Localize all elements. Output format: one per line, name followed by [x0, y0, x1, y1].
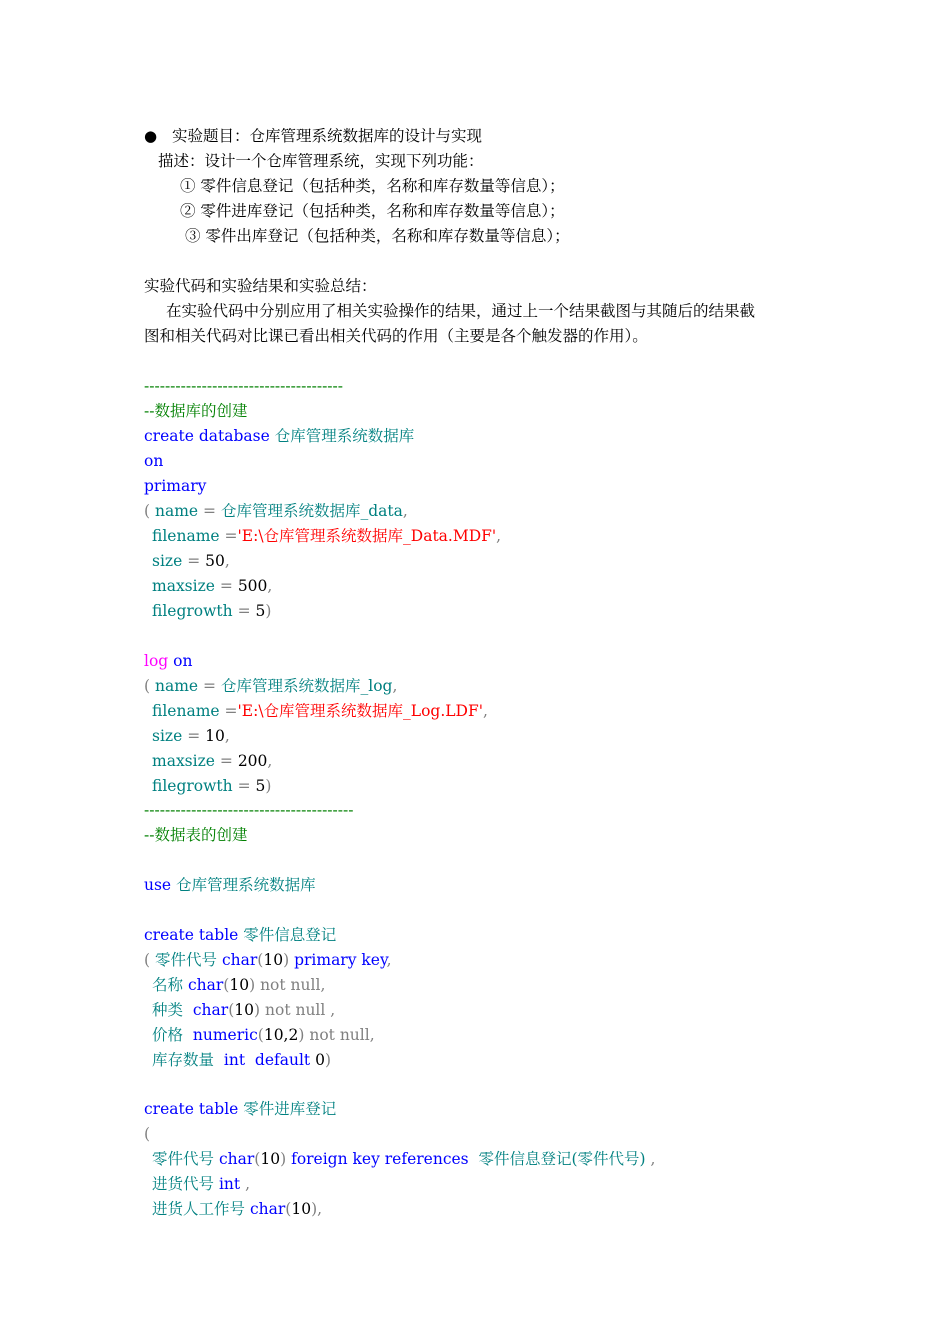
description: 描述：设计一个仓库管理系统，实现下列功能： — [158, 152, 484, 170]
code-separator: -------------------------------------- — [144, 377, 344, 395]
code-line: 价格 numeric(10,2) not null, — [152, 1026, 375, 1044]
code-line: 名称 char(10) not null, — [152, 976, 326, 994]
code-comment: --数据库的创建 — [144, 402, 248, 420]
code-line: size = 50, — [152, 552, 230, 570]
code-line: filegrowth = 5) — [152, 602, 272, 620]
code-line: 进货人工作号 char(10), — [152, 1200, 323, 1218]
code-line: ( name = 仓库管理系统数据库_log, — [144, 677, 398, 695]
code-line: maxsize = 200, — [152, 752, 273, 770]
summary-heading: 实验代码和实验结果和实验总结： — [144, 277, 377, 295]
code-line: 进货代号 int , — [152, 1175, 250, 1193]
code-separator: ---------------------------------------- — [144, 801, 354, 819]
experiment-title: 实验题目：仓库管理系统数据库的设计与实现 — [172, 127, 483, 145]
feature-item-3: ③ 零件出库登记（包括种类，名称和库存数量等信息）； — [185, 227, 570, 245]
code-line: primary — [144, 477, 207, 495]
code-line: 库存数量 int default 0) — [152, 1051, 332, 1069]
code-line: filename ='E:\仓库管理系统数据库_Log.LDF', — [152, 702, 488, 720]
code-line: filename ='E:\仓库管理系统数据库_Data.MDF', — [152, 527, 502, 545]
code-line: 种类 char(10) not null , — [152, 1001, 336, 1019]
summary-line-1: 在实验代码中分别应用了相关实验操作的结果，通过上一个结果截图与其随后的结果截 — [166, 302, 756, 320]
code-line: ( 零件代号 char(10) primary key, — [144, 951, 392, 969]
code-line: filegrowth = 5) — [152, 777, 272, 795]
code-line: size = 10, — [152, 727, 230, 745]
summary-line-2: 图和相关代码对比课已看出相关代码的作用（主要是各个触发器的作用）。 — [144, 327, 648, 345]
code-line: create table 零件信息登记 — [144, 926, 337, 944]
feature-item-2: ② 零件进库登记（包括种类，名称和库存数量等信息）； — [180, 202, 565, 220]
code-line: use 仓库管理系统数据库 — [144, 876, 316, 894]
code-line: ( name = 仓库管理系统数据库_data, — [144, 502, 408, 520]
code-line: maxsize = 500, — [152, 577, 273, 595]
code-line: 零件代号 char(10) foreign key references 零件信息登记(零件代号) , — [152, 1150, 656, 1168]
code-line: create table 零件进库登记 — [144, 1100, 337, 1118]
code-line: ( — [144, 1125, 151, 1143]
code-comment: --数据表的创建 — [144, 826, 248, 844]
code-line: on — [144, 452, 164, 470]
feature-item-1: ① 零件信息登记（包括种类，名称和库存数量等信息）； — [180, 177, 565, 195]
code-line: log on — [144, 652, 193, 670]
bullet-icon: ● — [144, 127, 158, 145]
code-line: create database 仓库管理系统数据库 — [144, 427, 415, 445]
